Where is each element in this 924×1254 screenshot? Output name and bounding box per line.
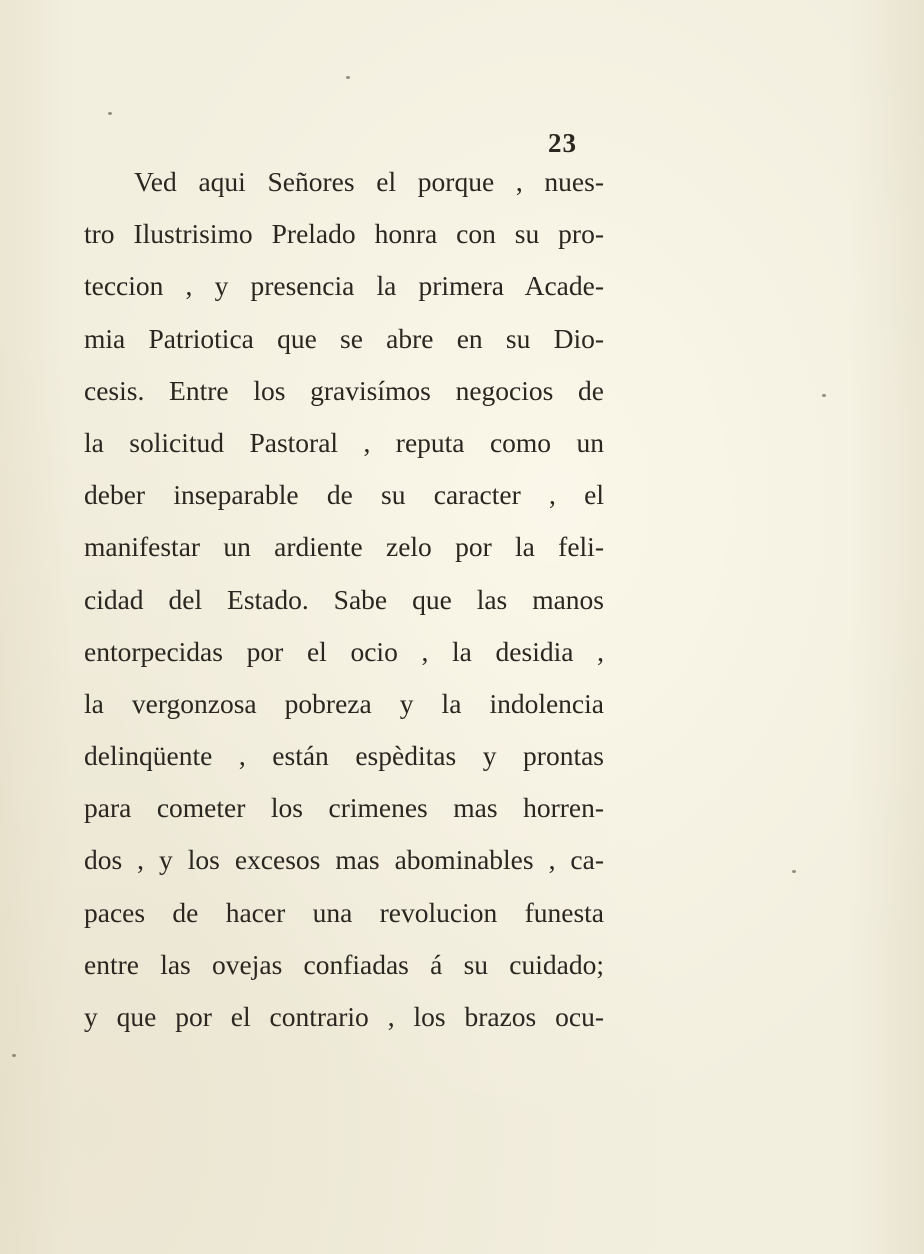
text-line: y que por el contrario , los brazos ocu- — [84, 1001, 604, 1032]
text-line: tro Ilustrisimo Prelado honra con su pro- — [84, 218, 604, 250]
paper-speck — [108, 112, 112, 115]
text-line: para cometer los crimenes mas horren- — [84, 792, 604, 824]
paper-speck — [346, 76, 350, 79]
text-line: entre las ovejas confiadas á su cuidado; — [84, 948, 604, 980]
text-line: cidad del Estado. Sabe que las manos — [84, 583, 604, 615]
text-line: la solicitud Pastoral , reputa como un — [84, 426, 604, 458]
text-line: la vergonzosa pobreza y la indolencia — [84, 687, 604, 719]
text-line: delinqüente , están espèditas y prontas — [84, 740, 604, 772]
page-number: 23 — [548, 128, 577, 158]
text-line: teccion , y presencia la primera Acade- — [84, 270, 604, 302]
text-line: dos , y los excesos mas abominables , ca- — [84, 844, 604, 876]
text-line: entorpecidas por el ocio , la desidia , — [84, 635, 604, 667]
text-line: paces de hacer una revolucion funesta — [84, 896, 604, 928]
body-text — [84, 156, 604, 1043]
text-line: deber inseparable de su caracter , el — [84, 479, 604, 511]
text-line: mia Patriotica que se abre en su Dio- — [84, 322, 604, 354]
text-line: manifestar un ardiente zelo por la feli- — [84, 531, 604, 563]
text-line: Ved aqui Señores el porque , nues- — [134, 166, 604, 197]
paper-speck — [822, 394, 826, 397]
text-line: cesis. Entre los gravisímos negocios de — [84, 374, 604, 406]
paper-speck — [12, 1054, 16, 1057]
paper-speck — [792, 870, 796, 873]
